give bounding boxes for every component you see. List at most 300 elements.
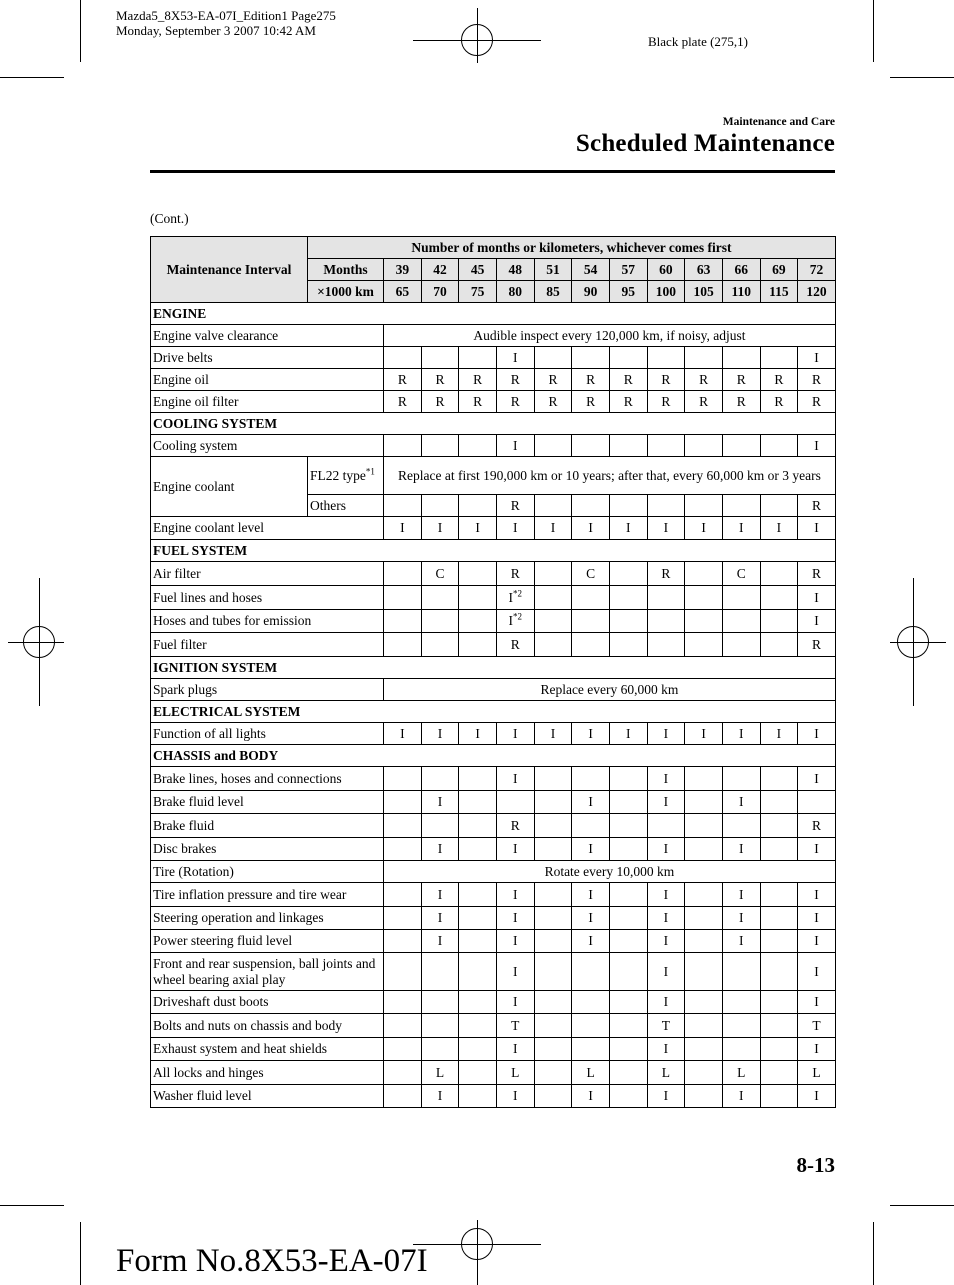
schedule-cell: [798, 953, 836, 991]
table-row: [151, 679, 836, 701]
schedule-cell: [685, 767, 723, 791]
schedule-cell: [609, 495, 647, 517]
schedule-cell: [722, 907, 760, 930]
schedule-mark: R: [736, 393, 746, 409]
schedule-mark: R: [812, 636, 822, 652]
page-number: 8-13: [796, 1153, 835, 1177]
schedule-mark: I: [814, 1041, 819, 1056]
table-row: [151, 1085, 836, 1108]
schedule-cell: [534, 814, 572, 838]
schedule-cell: [534, 953, 572, 991]
schedule-mark: L: [812, 1064, 821, 1080]
schedule-cell: [647, 1085, 685, 1108]
schedule-cell: [421, 930, 459, 953]
schedule-cell: [496, 791, 534, 814]
schedule-mark: T: [661, 1017, 671, 1033]
month-cell: 54: [572, 259, 610, 281]
schedule-cell: [798, 791, 836, 814]
schedule-cell: [722, 633, 760, 657]
schedule-cell: [647, 791, 685, 814]
month-cell: 66: [722, 259, 760, 281]
item-name: Front and rear suspension, ball joints and wheel bearing axial play: [151, 953, 384, 991]
schedule-cell: [534, 907, 572, 930]
schedule-mark: I: [437, 886, 443, 902]
table-row: [151, 767, 836, 791]
schedule-cell: [384, 907, 422, 930]
schedule-cell: [534, 1061, 572, 1085]
schedule-cell: [534, 930, 572, 953]
schedule-cell: [572, 391, 610, 413]
schedule-mark: I: [588, 1088, 593, 1103]
schedule-cell: [421, 1085, 459, 1108]
schedule-cell: [384, 991, 422, 1014]
schedule-cell: [534, 610, 572, 633]
schedule-cell: [685, 991, 723, 1014]
schedule-cell: [421, 586, 459, 610]
km-label: ×1000 km: [308, 281, 384, 303]
schedule-mark: I: [513, 520, 518, 535]
table-row: [151, 1014, 836, 1038]
schedule-cell: [534, 1085, 572, 1108]
schedule-cell: [384, 633, 422, 657]
schedule-cell: [685, 953, 723, 991]
schedule-cell: [798, 991, 836, 1014]
schedule-cell: [647, 495, 685, 517]
schedule-mark: I: [738, 910, 744, 925]
schedule-cell: [609, 1014, 647, 1038]
schedule-cell: [609, 586, 647, 610]
print-header-file: Mazda5_8X53-EA-07I_Edition1 Page275: [116, 8, 336, 23]
plate-label: Black plate (275,1): [648, 34, 748, 49]
schedule-mark: I: [663, 725, 669, 741]
schedule-cell: [459, 791, 497, 814]
schedule-cell: [798, 814, 836, 838]
schedule-cell: [384, 953, 422, 991]
table-row: [151, 457, 836, 495]
km-cell: 105: [685, 281, 723, 303]
schedule-cell: [421, 347, 459, 369]
schedule-cell: [384, 517, 422, 540]
schedule-cell: [534, 883, 572, 907]
table-row: [151, 814, 836, 838]
schedule-cell: [798, 883, 836, 907]
schedule-cell: [421, 883, 459, 907]
item-note: Rotate every 10,000 km: [384, 861, 836, 883]
print-header: [116, 8, 336, 38]
schedule-mark: R: [661, 393, 671, 409]
schedule-cell: [572, 369, 610, 391]
schedule-cell: [685, 562, 723, 586]
schedule-cell: [647, 953, 685, 991]
table-row: [151, 1038, 836, 1061]
schedule-mark: I: [814, 349, 819, 365]
schedule-cell: [609, 435, 647, 457]
schedule-mark: I: [701, 725, 706, 741]
schedule-cell: [496, 586, 534, 610]
schedule-cell: [609, 723, 647, 745]
coolant-subtype-others: Others: [308, 495, 384, 517]
schedule-mark: R: [812, 565, 822, 581]
schedule-cell: [384, 723, 422, 745]
item-name: Disc brakes: [151, 838, 384, 861]
schedule-cell: [534, 586, 572, 610]
schedule-cell: [384, 562, 422, 586]
schedule-mark: R: [548, 393, 558, 409]
schedule-mark: I: [738, 1088, 744, 1103]
item-name: Spark plugs: [151, 679, 384, 701]
registration-line: [913, 578, 914, 706]
schedule-mark: I: [437, 933, 443, 948]
schedule-cell: [496, 814, 534, 838]
schedule-cell: [421, 907, 459, 930]
schedule-cell: [647, 723, 685, 745]
item-name: Power steering fluid level: [151, 930, 384, 953]
schedule-cell: [459, 1085, 497, 1108]
item-name: Hoses and tubes for emission: [151, 610, 384, 633]
schedule-mark: I: [550, 725, 556, 741]
schedule-cell: [722, 586, 760, 610]
registration-line: [477, 8, 478, 63]
schedule-mark: I: [701, 520, 706, 535]
schedule-cell: [572, 838, 610, 861]
table-row: [151, 838, 836, 861]
schedule-mark: R: [397, 371, 407, 387]
schedule-mark: I: [513, 910, 518, 925]
schedule-mark: I: [663, 963, 669, 979]
schedule-cell: [798, 610, 836, 633]
schedule-cell: [798, 1085, 836, 1108]
schedule-cell: [384, 838, 422, 861]
schedule-cell: [496, 1085, 534, 1108]
schedule-cell: [496, 435, 534, 457]
schedule-cell: [647, 347, 685, 369]
schedule-mark: R: [736, 371, 746, 387]
km-cell: 110: [722, 281, 760, 303]
schedule-mark: R: [774, 371, 784, 387]
schedule-cell: [647, 991, 685, 1014]
schedule-mark: I: [663, 1041, 669, 1056]
schedule-cell: [609, 767, 647, 791]
schedule-mark: I: [738, 886, 744, 902]
schedule-cell: [421, 838, 459, 861]
schedule-cell: [534, 1014, 572, 1038]
schedule-cell: [760, 1014, 798, 1038]
schedule-cell: [384, 586, 422, 610]
schedule-cell: [572, 907, 610, 930]
schedule-cell: [459, 883, 497, 907]
km-cell: 115: [760, 281, 798, 303]
schedule-cell: [609, 814, 647, 838]
schedule-cell: [609, 633, 647, 657]
schedule-mark: R: [699, 371, 709, 387]
schedule-cell: [798, 930, 836, 953]
month-cell: 39: [384, 259, 422, 281]
schedule-mark: I: [437, 725, 443, 741]
schedule-cell: [459, 495, 497, 517]
month-cell: 51: [534, 259, 572, 281]
schedule-cell: [798, 767, 836, 791]
schedule-cell: [534, 633, 572, 657]
schedule-cell: [421, 435, 459, 457]
schedule-cell: [496, 953, 534, 991]
schedule-cell: [685, 1061, 723, 1085]
registration-line: [8, 642, 64, 643]
schedule-cell: [685, 838, 723, 861]
schedule-mark: I: [663, 770, 669, 786]
schedule-cell: [496, 991, 534, 1014]
schedule-cell: [685, 633, 723, 657]
schedule-cell: [760, 723, 798, 745]
footnote-mark: *1: [365, 466, 375, 476]
schedule-cell: [722, 883, 760, 907]
schedule-cell: [572, 1014, 610, 1038]
schedule-mark: I: [814, 933, 819, 948]
schedule-mark: I: [814, 910, 819, 925]
schedule-cell: [384, 1038, 422, 1061]
schedule-cell: [572, 930, 610, 953]
schedule-cell: [384, 347, 422, 369]
schedule-cell: [647, 907, 685, 930]
item-name: Driveshaft dust boots: [151, 991, 384, 1014]
schedule-mark: I: [513, 349, 518, 365]
schedule-cell: [421, 1061, 459, 1085]
item-name: Function of all lights: [151, 723, 384, 745]
schedule-cell: [647, 838, 685, 861]
table-row: [151, 633, 836, 657]
schedule-cell: [534, 767, 572, 791]
schedule-mark: I: [508, 613, 514, 628]
schedule-cell: [685, 723, 723, 745]
schedule-mark: I: [663, 933, 669, 948]
schedule-cell: [384, 1014, 422, 1038]
schedule-cell: [760, 562, 798, 586]
schedule-cell: [760, 610, 798, 633]
schedule-cell: [459, 838, 497, 861]
schedule-cell: [760, 953, 798, 991]
schedule-mark: R: [510, 565, 520, 581]
schedule-cell: [459, 907, 497, 930]
schedule-cell: [685, 930, 723, 953]
schedule-cell: [798, 633, 836, 657]
schedule-cell: [534, 838, 572, 861]
schedule-cell: [798, 838, 836, 861]
schedule-cell: [534, 435, 572, 457]
item-name: Exhaust system and heat shields: [151, 1038, 384, 1061]
schedule-cell: [609, 1085, 647, 1108]
schedule-cell: [609, 991, 647, 1014]
schedule-cell: [722, 517, 760, 540]
schedule-cell: [496, 347, 534, 369]
schedule-cell: [384, 883, 422, 907]
schedule-cell: [534, 369, 572, 391]
schedule-cell: [496, 930, 534, 953]
schedule-mark: I: [814, 520, 819, 535]
schedule-cell: [647, 633, 685, 657]
schedule-mark: I: [663, 794, 669, 809]
schedule-cell: [685, 495, 723, 517]
schedule-cell: [459, 347, 497, 369]
schedule-cell: [760, 907, 798, 930]
schedule-cell: [722, 1038, 760, 1061]
item-name: Engine coolant: [151, 457, 308, 517]
schedule-cell: [421, 391, 459, 413]
schedule-cell: [496, 767, 534, 791]
schedule-cell: [572, 814, 610, 838]
schedule-cell: [384, 369, 422, 391]
schedule-cell: [609, 883, 647, 907]
month-cell: 57: [609, 259, 647, 281]
schedule-cell: [760, 791, 798, 814]
schedule-cell: [685, 369, 723, 391]
schedule-cell: [421, 633, 459, 657]
schedule-cell: [421, 517, 459, 540]
schedule-mark: R: [812, 393, 822, 409]
section-row-chassis: CHASSIS and BODY: [151, 745, 836, 767]
crop-mark: [873, 0, 874, 62]
table-row: [151, 1061, 836, 1085]
schedule-cell: [384, 1085, 422, 1108]
schedule-mark: I: [437, 841, 443, 856]
schedule-cell: [722, 991, 760, 1014]
schedule-cell: [685, 347, 723, 369]
month-cell: 48: [496, 259, 534, 281]
schedule-cell: [572, 1038, 610, 1061]
schedule-cell: [534, 791, 572, 814]
schedule-mark: I: [513, 770, 518, 786]
schedule-cell: [722, 767, 760, 791]
month-cell: 63: [685, 259, 723, 281]
month-cell: 45: [459, 259, 497, 281]
schedule-cell: [496, 517, 534, 540]
schedule-mark: I: [437, 794, 443, 809]
schedule-cell: [534, 391, 572, 413]
schedule-cell: [496, 723, 534, 745]
schedule-cell: [722, 838, 760, 861]
schedule-cell: [722, 814, 760, 838]
schedule-cell: [609, 391, 647, 413]
schedule-cell: [760, 369, 798, 391]
schedule-cell: [572, 495, 610, 517]
schedule-cell: [760, 838, 798, 861]
schedule-cell: [647, 1061, 685, 1085]
schedule-cell: [647, 586, 685, 610]
schedule-mark: I: [475, 725, 480, 741]
schedule-mark: I: [513, 437, 518, 453]
table-row: [151, 930, 836, 953]
schedule-cell: [647, 1014, 685, 1038]
schedule-cell: [722, 930, 760, 953]
schedule-cell: [459, 767, 497, 791]
schedule-cell: [685, 610, 723, 633]
schedule-mark: R: [510, 817, 520, 833]
schedule-mark: R: [812, 497, 822, 513]
schedule-mark: I: [814, 841, 819, 856]
crop-mark: [0, 77, 64, 78]
schedule-mark: R: [586, 393, 596, 409]
schedule-cell: [496, 610, 534, 633]
schedule-mark: I: [663, 1088, 669, 1103]
km-cell: 65: [384, 281, 422, 303]
schedule-cell: [459, 610, 497, 633]
item-name: Engine coolant level: [151, 517, 384, 540]
schedule-mark: I: [776, 725, 782, 741]
schedule-mark: I: [588, 933, 593, 948]
schedule-cell: [647, 930, 685, 953]
schedule-mark: L: [511, 1064, 520, 1080]
item-name: Brake fluid level: [151, 791, 384, 814]
schedule-mark: I: [513, 963, 518, 979]
schedule-cell: [760, 633, 798, 657]
schedule-cell: [496, 1014, 534, 1038]
schedule-cell: [496, 391, 534, 413]
crop-mark: [80, 0, 81, 62]
schedule-cell: [760, 517, 798, 540]
schedule-mark: R: [661, 565, 671, 581]
schedule-cell: [534, 1038, 572, 1061]
schedule-mark: L: [737, 1064, 746, 1080]
item-name: Tire inflation pressure and tire wear: [151, 883, 384, 907]
schedule-cell: [609, 610, 647, 633]
table-row: [151, 610, 836, 633]
table-row: [151, 723, 836, 745]
schedule-cell: [685, 1038, 723, 1061]
months-label: Months: [308, 259, 384, 281]
table-row: [151, 391, 836, 413]
schedule-mark: R: [623, 393, 633, 409]
schedule-cell: [722, 391, 760, 413]
schedule-cell: [798, 517, 836, 540]
schedule-cell: [609, 907, 647, 930]
month-cell: 42: [421, 259, 459, 281]
schedule-cell: [459, 991, 497, 1014]
table-row: [151, 861, 836, 883]
schedule-cell: [647, 562, 685, 586]
table-row: [151, 517, 836, 540]
schedule-mark: I: [626, 725, 631, 741]
schedule-cell: [760, 767, 798, 791]
schedule-mark: I: [513, 1088, 518, 1103]
schedule-cell: [421, 723, 459, 745]
section-row-engine: ENGINE: [151, 303, 836, 325]
schedule-mark: I: [550, 520, 556, 535]
schedule-cell: [722, 1085, 760, 1108]
schedule-cell: [798, 562, 836, 586]
registration-line: [890, 642, 946, 643]
schedule-mark: I: [738, 520, 744, 535]
schedule-cell: [384, 1061, 422, 1085]
schedule-cell: [459, 369, 497, 391]
crop-mark: [80, 1222, 81, 1285]
schedule-cell: [760, 930, 798, 953]
schedule-cell: [609, 791, 647, 814]
schedule-cell: [496, 562, 534, 586]
schedule-cell: [685, 1014, 723, 1038]
schedule-mark: I: [513, 725, 518, 741]
schedule-mark: R: [623, 371, 633, 387]
schedule-mark: L: [435, 1064, 445, 1080]
schedule-cell: [609, 347, 647, 369]
schedule-cell: [647, 767, 685, 791]
schedule-cell: [647, 610, 685, 633]
km-cell: 100: [647, 281, 685, 303]
schedule-cell: [496, 1038, 534, 1061]
schedule-cell: [459, 1014, 497, 1038]
schedule-mark: I: [475, 520, 480, 535]
schedule-cell: [722, 562, 760, 586]
schedule-mark: I: [814, 725, 819, 741]
item-note: Replace every 60,000 km: [384, 679, 836, 701]
schedule-cell: [760, 1085, 798, 1108]
